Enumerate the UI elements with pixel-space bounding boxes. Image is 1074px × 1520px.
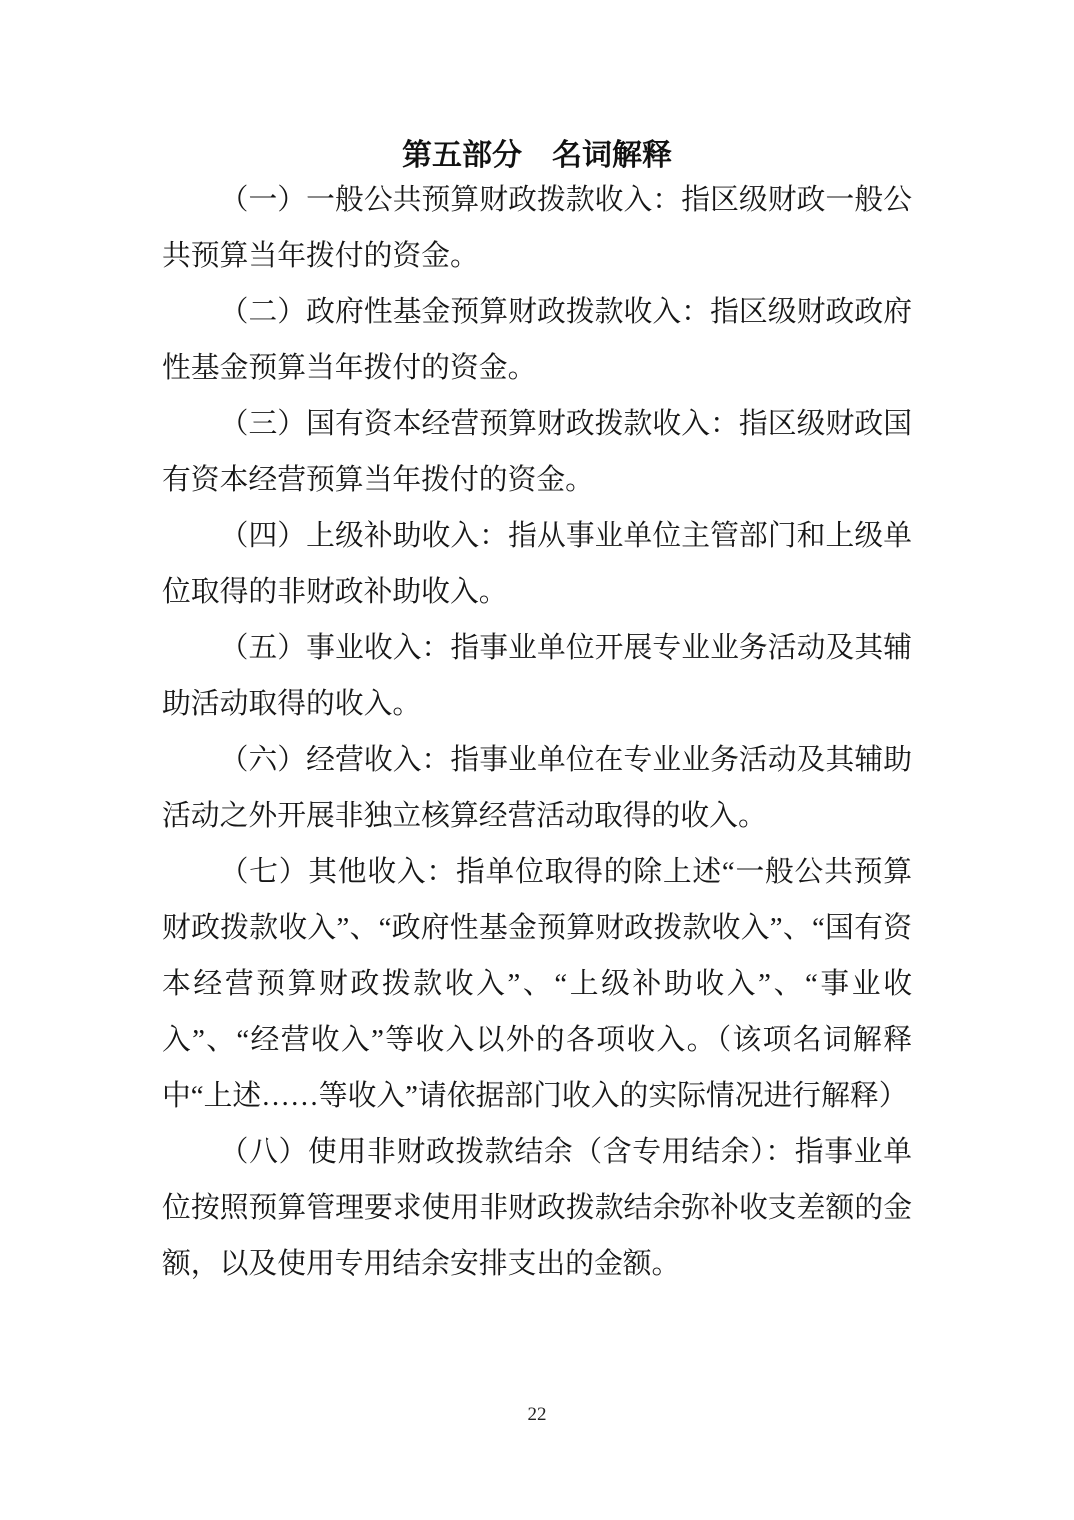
- definition-paragraph-4: （四）上级补助收入：指从事业单位主管部门和上级单位取得的非财政补助收入。: [162, 520, 912, 608]
- definition-paragraph-2: （二）政府性基金预算财政拨款收入：指区级财政政府性基金预算当年拨付的资金。: [162, 296, 912, 384]
- definition-paragraph-8: （八）使用非财政拨款结余（含专用结余）：指事业单位按照预算管理要求使用非财政拨款结余弥补收支差额的金额，以及使用专用结余安排支出的金额。: [162, 1136, 912, 1280]
- page-number: 22: [527, 1404, 547, 1425]
- definition-paragraph-3: （三）国有资本经营预算财政拨款收入：指区级财政国有资本经营预算当年拨付的资金。: [162, 408, 912, 496]
- definition-paragraph-5: （五）事业收入：指事业单位开展专业业务活动及其辅助活动取得的收入。: [162, 632, 912, 720]
- definition-paragraph-6: （六）经营收入：指事业单位在专业业务活动及其辅助活动之外开展非独立核算经营活动取得的收入。: [162, 744, 912, 832]
- text-block: [162, 140, 912, 1292]
- definition-paragraph-7: （七）其他收入：指单位取得的除上述“一般公共预算财政拨款收入”、“政府性基金预算财政拨款收入”、“国有资本经营预算财政拨款收入”、“上级补助收入”、“事业收入”、“经营收入”等收入以外的各项收入。（该项名词解释中“上述……等收入”请依据部门收入的实际情况进行解释）: [162, 856, 912, 1112]
- section-title: 第五部分 名词解释: [402, 139, 672, 172]
- definition-paragraph-1: （一）一般公共预算财政拨款收入：指区级财政一般公共预算当年拨付的资金。: [162, 184, 912, 272]
